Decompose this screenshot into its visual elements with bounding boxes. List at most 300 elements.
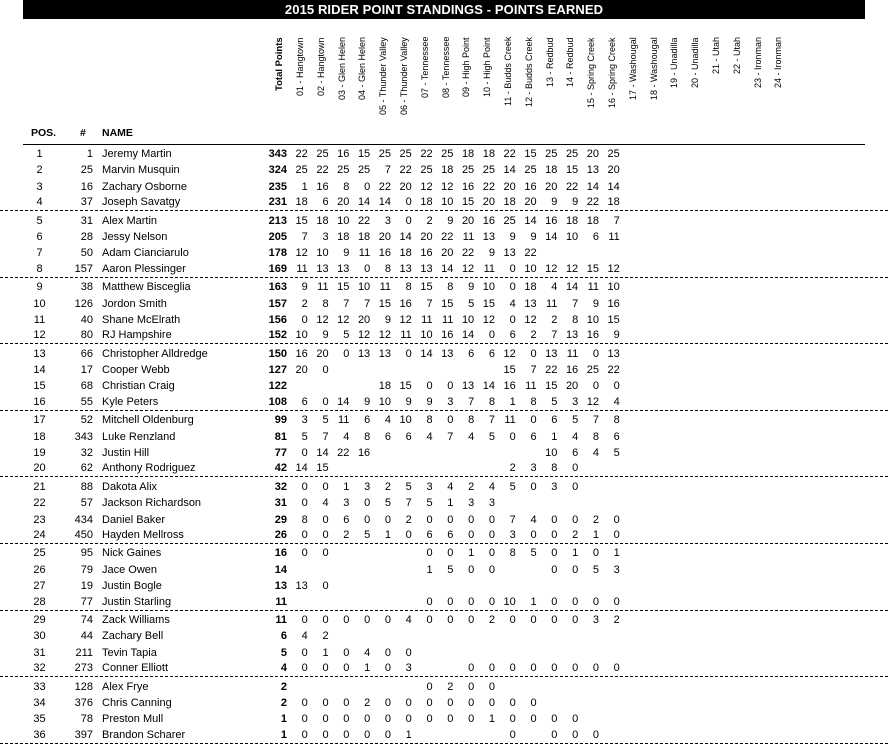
round-points-cell: 6: [384, 430, 391, 443]
round-points-cell: 8: [509, 547, 516, 560]
table-row: [0, 578, 888, 594]
round-points-cell: 10: [378, 395, 391, 408]
total-points-cell: 178: [268, 247, 287, 260]
round-points-cell: 16: [586, 329, 599, 342]
round-points-cell: 9: [384, 313, 391, 326]
round-header: 21 - Utah: [711, 37, 721, 75]
round-points-cell: 11: [421, 313, 433, 326]
round-points-cell: 0: [384, 696, 391, 709]
round-points-cell: 0: [468, 528, 475, 541]
round-points-cell: 25: [607, 148, 620, 160]
round-points-cell: 5: [343, 329, 350, 342]
round-header: 23 - Ironman: [752, 37, 763, 89]
round-points-cell: 0: [488, 662, 495, 675]
rider-name-cell: Justin Bogle: [102, 580, 162, 593]
round-points-cell: 0: [488, 680, 495, 693]
rider-number-cell: 17: [80, 364, 93, 377]
round-points-cell: 18: [503, 196, 516, 209]
rider-number-cell: 79: [80, 563, 93, 576]
round-points-cell: 0: [509, 430, 516, 443]
standings-table: [0, 146, 888, 745]
round-points-cell: 0: [530, 696, 537, 709]
round-points-cell: 9: [468, 281, 475, 294]
round-points-cell: 16: [524, 180, 537, 193]
round-points-cell: 0: [384, 728, 391, 741]
round-points-cell: 15: [378, 297, 391, 310]
round-points-cell: 5: [322, 414, 329, 427]
table-row: [0, 495, 888, 511]
round-points-cell: 0: [509, 713, 516, 726]
position-cell: 1: [36, 148, 43, 160]
round-points-cell: 9: [343, 247, 350, 260]
round-points-cell: 0: [551, 728, 558, 741]
total-points-cell: 150: [268, 347, 287, 360]
round-points-cell: 7: [322, 430, 329, 443]
table-row: [0, 162, 888, 178]
position-cell: 32: [33, 662, 46, 675]
round-points-cell: 0: [343, 347, 350, 360]
table-row: [0, 595, 888, 611]
round-points-cell: 13: [420, 262, 433, 275]
round-points-cell: 0: [551, 547, 558, 560]
round-points-cell: 0: [322, 713, 329, 726]
round-points-cell: 0: [447, 613, 454, 626]
total-points-cell: 81: [274, 430, 287, 443]
round-points-cell: 20: [420, 230, 433, 243]
rider-number-cell: 28: [80, 230, 93, 243]
table-row: [0, 146, 888, 162]
round-points-cell: 22: [420, 148, 433, 160]
round-points-cell: 0: [488, 563, 495, 576]
round-points-cell: 10: [461, 313, 475, 326]
round-points-cell: 0: [301, 547, 308, 560]
round-points-cell: 13: [524, 297, 537, 310]
round-points-cell: 18: [586, 214, 599, 227]
round-points-cell: 0: [384, 613, 391, 626]
round-points-cell: 0: [322, 662, 329, 675]
round-points-cell: 25: [378, 148, 391, 160]
round-points-cell: 18: [295, 196, 308, 209]
round-points-cell: 0: [509, 696, 516, 709]
round-points-cell: 0: [426, 380, 433, 393]
table-row: [0, 479, 888, 495]
round-points-cell: 0: [592, 595, 599, 608]
table-row: [0, 346, 888, 362]
total-points-cell: 1: [280, 728, 287, 741]
round-points-cell: 0: [551, 613, 558, 626]
round-points-cell: 0: [364, 713, 371, 726]
round-header: 11 - Budds Creek: [503, 37, 513, 107]
round-points-cell: 4: [301, 630, 308, 643]
round-points-cell: 2: [551, 313, 558, 326]
position-cell: 21: [33, 480, 46, 493]
position-cell: 19: [33, 447, 46, 460]
round-points-cell: 18: [337, 230, 350, 243]
round-points-cell: 0: [592, 728, 599, 741]
round-points-cell: 14: [503, 164, 516, 177]
round-points-cell: 4: [364, 646, 371, 659]
round-points-cell: 4: [530, 513, 537, 526]
round-points-cell: 2: [592, 513, 599, 526]
round-points-cell: 6: [447, 528, 454, 541]
round-points-cell: 0: [468, 713, 475, 726]
table-row: [0, 312, 888, 328]
round-points-cell: 12: [607, 262, 620, 275]
round-points-cell: 0: [447, 547, 454, 560]
round-points-cell: 4: [509, 297, 516, 310]
round-header: 20 - Unadilla: [690, 37, 701, 88]
rider-number-cell: 397: [74, 728, 93, 741]
round-points-cell: 25: [337, 164, 350, 177]
round-points-cell: 15: [503, 364, 516, 377]
round-points-cell: 0: [301, 447, 308, 460]
table-row: [0, 362, 888, 378]
position-cell: 15: [33, 380, 46, 393]
round-points-cell: 13: [545, 347, 558, 360]
round-points-cell: 12: [441, 180, 454, 193]
position-cell: 4: [36, 196, 43, 209]
rider-number-cell: 66: [80, 347, 93, 360]
rider-number-cell: 95: [80, 547, 93, 560]
rider-number-cell: 128: [74, 680, 93, 693]
rider-name-cell: Nick Gaines: [102, 547, 162, 560]
round-points-cell: 0: [530, 613, 537, 626]
round-points-cell: 4: [592, 447, 599, 460]
round-points-cell: 0: [343, 646, 350, 659]
rider-number-cell: 52: [80, 414, 93, 427]
round-points-cell: 13: [295, 580, 308, 593]
round-points-cell: 20: [441, 247, 454, 260]
rider-name-cell: Brandon Scharer: [102, 728, 186, 741]
round-points-cell: 16: [441, 329, 454, 342]
round-points-cell: 14: [586, 180, 599, 193]
table-row: [0, 512, 888, 528]
table-row: [0, 661, 888, 677]
total-points-cell: 11: [275, 595, 287, 608]
round-points-cell: 6: [592, 230, 599, 243]
round-points-cell: 0: [592, 547, 599, 560]
round-points-cell: 0: [322, 728, 329, 741]
round-points-cell: 0: [551, 563, 558, 576]
round-points-cell: 0: [405, 713, 412, 726]
rider-number-cell: 31: [80, 214, 93, 227]
round-points-cell: 14: [461, 329, 475, 342]
round-points-cell: 0: [364, 613, 371, 626]
round-points-cell: 7: [613, 214, 620, 227]
round-points-cell: 6: [301, 395, 308, 408]
rider-number-cell: 343: [74, 430, 93, 443]
round-points-cell: 0: [364, 728, 371, 741]
round-points-cell: 2: [572, 528, 579, 541]
round-points-cell: 15: [482, 297, 495, 310]
round-points-cell: 0: [322, 547, 329, 560]
round-points-cell: 13: [399, 262, 412, 275]
round-points-cell: 25: [565, 148, 579, 160]
round-points-cell: 0: [301, 313, 308, 326]
round-points-cell: 15: [420, 281, 433, 294]
position-cell: 36: [33, 728, 46, 741]
round-points-cell: 18: [441, 164, 454, 177]
round-points-cell: 3: [322, 230, 329, 243]
round-points-cell: 0: [488, 528, 495, 541]
round-points-cell: 0: [426, 547, 433, 560]
round-points-cell: 0: [322, 580, 329, 593]
round-points-cell: 2: [364, 696, 371, 709]
round-points-cell: 5: [551, 395, 558, 408]
total-points-cell: 5: [280, 646, 287, 659]
round-points-cell: 13: [357, 347, 371, 360]
round-points-cell: 20: [524, 196, 537, 209]
total-points-cell: 2: [280, 696, 287, 709]
round-points-cell: 22: [565, 180, 579, 193]
round-points-cell: 0: [530, 347, 537, 360]
rider-number-cell: 88: [80, 480, 93, 493]
round-points-cell: 16: [420, 247, 433, 260]
round-points-cell: 6: [572, 447, 579, 460]
round-points-cell: 0: [426, 696, 433, 709]
round-points-cell: 5: [301, 430, 308, 443]
round-points-cell: 3: [509, 528, 516, 541]
round-header: 17 - Washougal: [627, 37, 638, 100]
rider-name-cell: Jordon Smith: [102, 297, 167, 310]
round-points-cell: 0: [572, 480, 579, 493]
round-points-cell: 14: [399, 230, 412, 243]
round-points-cell: 20: [586, 148, 599, 160]
round-points-cell: 0: [488, 595, 495, 608]
round-points-cell: 7: [592, 414, 599, 427]
position-cell: 5: [36, 214, 43, 227]
round-header: 03 - Glen Helen: [336, 37, 347, 101]
rider-number-cell: 1: [86, 148, 93, 160]
rider-number-cell: 57: [80, 497, 93, 510]
total-points-header: Total Points: [274, 37, 285, 91]
round-points-cell: 0: [613, 595, 620, 608]
round-points-cell: 7: [405, 497, 412, 510]
round-points-cell: 11: [358, 247, 371, 260]
round-points-cell: 20: [482, 196, 495, 209]
round-points-cell: 8: [592, 430, 599, 443]
round-points-cell: 9: [592, 297, 599, 310]
round-points-cell: 0: [509, 613, 516, 626]
round-points-cell: 0: [551, 528, 558, 541]
round-points-cell: 0: [530, 662, 537, 675]
round-points-cell: 10: [357, 281, 371, 294]
round-points-cell: 18: [357, 230, 371, 243]
table-row: [0, 179, 888, 195]
round-points-cell: 0: [572, 462, 579, 475]
round-points-cell: 15: [607, 313, 620, 326]
round-points-cell: 25: [461, 164, 475, 177]
rider-number-cell: 32: [80, 447, 93, 460]
rider-name-cell: Mitchell Oldenburg: [102, 414, 194, 427]
total-points-cell: 108: [268, 395, 287, 408]
rider-name-cell: Luke Renzland: [102, 430, 176, 443]
total-points-cell: 213: [268, 214, 287, 227]
round-points-cell: 1: [530, 595, 537, 608]
round-points-cell: 11: [608, 230, 620, 243]
round-points-cell: 0: [364, 497, 371, 510]
round-points-cell: 13: [316, 262, 329, 275]
position-cell: 9: [36, 281, 43, 294]
round-points-cell: 0: [468, 680, 475, 693]
round-points-cell: 3: [426, 480, 433, 493]
round-points-cell: 0: [447, 414, 454, 427]
round-points-cell: 0: [551, 662, 558, 675]
round-points-cell: 3: [384, 214, 391, 227]
round-points-cell: 3: [468, 497, 475, 510]
round-points-cell: 2: [530, 329, 537, 342]
total-points-cell: 169: [268, 262, 287, 275]
position-cell: 23: [33, 513, 46, 526]
round-points-cell: 0: [426, 613, 433, 626]
round-points-cell: 10: [482, 281, 495, 294]
round-points-cell: 0: [488, 696, 495, 709]
table-row: [0, 262, 888, 278]
round-points-cell: 25: [399, 148, 412, 160]
table-row: [0, 461, 888, 477]
rider-number-cell: 44: [80, 630, 93, 643]
rider-number-cell: 211: [75, 646, 93, 659]
position-cell: 8: [36, 262, 43, 275]
round-points-cell: 16: [461, 180, 475, 193]
round-points-cell: 6: [468, 347, 475, 360]
rider-number-cell: 19: [80, 580, 93, 593]
round-points-cell: 0: [530, 414, 537, 427]
rider-name-cell: Daniel Baker: [102, 513, 165, 526]
round-points-cell: 16: [399, 297, 412, 310]
round-header: 15 - Spring Creek: [586, 37, 597, 108]
round-points-cell: 7: [343, 297, 350, 310]
round-points-cell: 2: [343, 528, 350, 541]
round-points-cell: 16: [482, 214, 495, 227]
round-points-cell: 25: [482, 164, 495, 177]
round-points-cell: 10: [316, 247, 329, 260]
round-points-cell: 4: [468, 430, 475, 443]
round-points-cell: 13: [461, 380, 475, 393]
round-points-cell: 0: [447, 595, 454, 608]
round-header: 06 - Thunder Valley: [399, 37, 409, 115]
round-points-cell: 0: [447, 713, 454, 726]
round-points-cell: 15: [565, 164, 579, 177]
position-cell: 3: [36, 180, 43, 193]
rider-name-cell: Conner Elliott: [102, 662, 169, 675]
round-points-cell: 7: [572, 297, 579, 310]
total-points-cell: 32: [274, 480, 287, 493]
rider-number-cell: 25: [80, 164, 93, 177]
round-points-cell: 0: [613, 380, 620, 393]
round-points-cell: 9: [572, 196, 579, 209]
round-points-cell: 12: [420, 180, 433, 193]
rider-number-cell: 40: [80, 313, 93, 326]
round-points-cell: 7: [468, 395, 475, 408]
round-points-cell: 10: [420, 329, 433, 342]
round-points-cell: 2: [447, 680, 454, 693]
round-points-cell: 3: [613, 563, 620, 576]
round-points-cell: 3: [488, 497, 495, 510]
round-points-cell: 20: [316, 347, 329, 360]
table-row: [0, 679, 888, 695]
round-points-cell: 18: [420, 196, 433, 209]
round-points-cell: 0: [572, 613, 579, 626]
round-points-cell: 1: [551, 430, 558, 443]
table-row: [0, 429, 888, 445]
round-points-cell: 15: [441, 297, 454, 310]
table-row: [0, 195, 888, 211]
round-points-cell: 2: [426, 214, 433, 227]
total-points-cell: 231: [268, 196, 287, 209]
round-points-cell: 0: [343, 613, 350, 626]
rider-name-cell: Shane McElrath: [102, 313, 181, 326]
rider-name-cell: Jace Owen: [102, 563, 158, 576]
round-points-cell: 1: [343, 480, 350, 493]
rider-number-cell: 450: [74, 528, 93, 541]
round-points-cell: 0: [405, 347, 412, 360]
round-points-cell: 9: [405, 395, 412, 408]
round-points-cell: 0: [551, 713, 558, 726]
total-points-cell: 122: [268, 380, 287, 393]
round-points-cell: 8: [384, 262, 391, 275]
page-title: 2015 RIDER POINT STANDINGS - POINTS EARNED: [23, 0, 865, 19]
round-points-cell: 6: [426, 528, 433, 541]
round-points-cell: 4: [572, 430, 579, 443]
round-points-cell: 10: [607, 281, 620, 294]
round-points-cell: 0: [343, 728, 350, 741]
round-points-cell: 7: [530, 364, 537, 377]
round-points-cell: 1: [509, 395, 516, 408]
total-points-cell: 14: [274, 563, 287, 576]
table-row: [0, 412, 888, 428]
position-cell: 18: [33, 430, 46, 443]
round-header: 05 - Thunder Valley: [378, 37, 389, 115]
round-points-cell: 16: [337, 148, 350, 160]
round-points-cell: 11: [566, 347, 579, 360]
round-points-cell: 16: [565, 364, 579, 377]
total-points-cell: 42: [274, 462, 287, 475]
total-points-cell: 1: [280, 713, 287, 726]
round-points-cell: 0: [405, 196, 412, 209]
round-points-cell: 0: [509, 313, 516, 326]
rider-name-cell: Alex Frye: [102, 680, 149, 693]
round-points-cell: 9: [509, 230, 516, 243]
position-cell: 17: [33, 414, 46, 427]
position-cell: 28: [33, 595, 46, 608]
round-points-cell: 14: [357, 196, 371, 209]
round-points-cell: 2: [384, 480, 391, 493]
round-points-cell: 22: [607, 364, 620, 377]
round-points-cell: 0: [488, 513, 495, 526]
round-points-cell: 14: [420, 347, 433, 360]
round-points-cell: 8: [551, 462, 558, 475]
round-points-cell: 15: [357, 148, 371, 160]
round-points-cell: 20: [357, 313, 371, 326]
position-cell: 30: [33, 630, 46, 643]
round-points-cell: 0: [405, 528, 412, 541]
round-points-cell: 10: [295, 329, 308, 342]
round-points-cell: 0: [384, 662, 391, 675]
round-points-cell: 7: [551, 329, 558, 342]
position-cell: 22: [33, 497, 46, 510]
round-header: 16 - Spring Creek: [607, 37, 617, 108]
round-points-cell: 7: [384, 164, 391, 177]
rider-name-cell: Justin Hill: [102, 447, 150, 460]
round-points-cell: 14: [545, 230, 558, 243]
round-points-cell: 0: [405, 696, 412, 709]
round-points-cell: 14: [607, 180, 620, 193]
round-header: 08 - Tennessee: [440, 37, 451, 99]
position-cell: 26: [33, 563, 46, 576]
round-points-cell: 25: [524, 164, 537, 177]
rider-number-cell: 38: [80, 281, 93, 294]
